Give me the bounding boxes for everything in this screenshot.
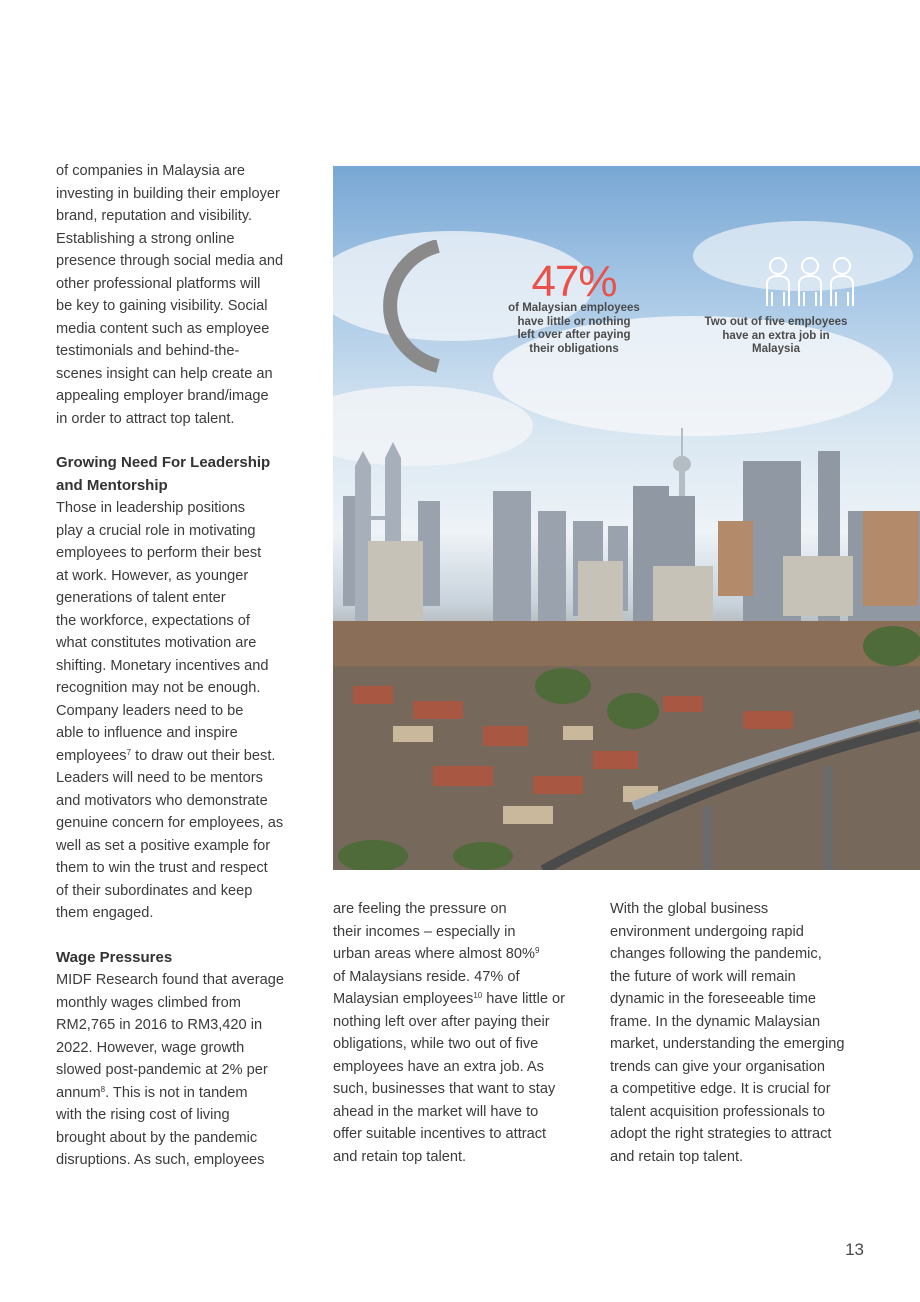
text-line: be key to gaining visibility. Social bbox=[56, 298, 268, 314]
text-line: MIDF Research found that average bbox=[56, 972, 284, 988]
caption-line: of Malaysian employees bbox=[508, 302, 640, 314]
text-line: obligations, while two out of five bbox=[333, 1036, 539, 1052]
text-line: and retain top talent. bbox=[333, 1148, 467, 1165]
text-line: generations of talent enter bbox=[56, 590, 226, 606]
text-line: in order to attract top talent. bbox=[56, 410, 235, 427]
text-line: brought about by the pandemic bbox=[56, 1129, 258, 1146]
text-line: and retain top talent. bbox=[610, 1148, 744, 1165]
text-fragment: . This is not in tandem bbox=[105, 1084, 248, 1101]
leadership-heading: Growing Need For Leadership bbox=[56, 454, 271, 471]
text-line: the workforce, expectations of bbox=[56, 612, 250, 629]
text-line bbox=[56, 745, 312, 768]
caption-line: Malaysia bbox=[752, 343, 800, 355]
spacer bbox=[56, 430, 312, 452]
text-line: With the global business bbox=[610, 901, 769, 917]
text-line: RM2,765 in 2016 to RM3,420 in bbox=[56, 1017, 263, 1033]
text-line: able to influence and inspire bbox=[56, 725, 238, 741]
text-line: of their subordinates and keep bbox=[56, 882, 253, 899]
text-line: 2022. However, wage growth bbox=[56, 1039, 245, 1056]
text-line: brand, reputation and visibility. bbox=[56, 208, 253, 224]
text-line: investing in building their employer bbox=[56, 185, 280, 202]
people-icon bbox=[764, 256, 856, 312]
text-fragment: urban areas where almost 80% bbox=[333, 946, 535, 962]
text-line: Leaders will need to be mentors bbox=[56, 770, 263, 786]
progress-arc-icon bbox=[360, 240, 450, 376]
text-line bbox=[333, 988, 595, 1011]
text-line: disruptions. As such, employees bbox=[56, 1152, 265, 1168]
text-line: Establishing a strong online bbox=[56, 230, 235, 247]
text-line: recognition may not be enough. bbox=[56, 680, 261, 696]
middle-text-column bbox=[333, 898, 595, 1168]
text-line: what constitutes motivation are bbox=[56, 635, 257, 651]
wage-heading: Wage Pressures bbox=[56, 948, 173, 966]
text-line: scenes insight can help create an bbox=[56, 365, 273, 382]
text-line: them engaged. bbox=[56, 905, 154, 921]
text-line: and motivators who demonstrate bbox=[56, 792, 268, 809]
text-line: slowed post-pandemic at 2% per bbox=[56, 1062, 268, 1078]
text-line: well as set a positive example for bbox=[56, 837, 271, 854]
text-line: a competitive edge. It is crucial for bbox=[610, 1081, 831, 1097]
page-number: 13 bbox=[845, 1240, 864, 1259]
text-line bbox=[56, 1082, 312, 1105]
leadership-heading-line-2: and Mentorship bbox=[56, 476, 168, 494]
footnote-ref: 7 bbox=[126, 747, 132, 757]
footnote-ref: 10 bbox=[473, 991, 483, 1000]
stat-extra-job-caption bbox=[690, 316, 862, 357]
text-line: employees to perform their best bbox=[56, 545, 262, 561]
text-line: the future of work will remain bbox=[610, 968, 796, 985]
text-line bbox=[333, 943, 595, 966]
text-line: testimonials and behind-the- bbox=[56, 343, 240, 359]
caption-line: Two out of five employees bbox=[704, 316, 848, 328]
text-line: media content such as employee bbox=[56, 320, 270, 337]
text-line: appealing employer brand/image bbox=[56, 388, 269, 404]
intro-paragraph bbox=[56, 160, 312, 430]
caption-line: left over after paying bbox=[517, 329, 631, 341]
text-line: monthly wages climbed from bbox=[56, 994, 241, 1011]
text-line: Company leaders need to be bbox=[56, 702, 244, 719]
text-line: presence through social media and bbox=[56, 253, 284, 269]
text-line: adopt the right strategies to attract bbox=[610, 1126, 832, 1142]
text-line: dynamic in the foreseeable time bbox=[610, 991, 817, 1007]
text-line: trends can give your organisation bbox=[610, 1058, 825, 1075]
text-line: of Malaysians reside. 47% of bbox=[333, 968, 520, 985]
text-line: genuine concern for employees, as bbox=[56, 815, 284, 831]
text-line: them to win the trust and respect bbox=[56, 860, 268, 876]
left-text-column bbox=[56, 160, 312, 1172]
text-line: shifting. Monetary incentives and bbox=[56, 657, 269, 674]
text-line: are feeling the pressure on bbox=[333, 901, 507, 917]
text-line: their incomes – especially in bbox=[333, 923, 516, 940]
text-line: of companies in Malaysia are bbox=[56, 163, 245, 179]
stat-47-percent: 47% bbox=[531, 257, 617, 306]
text-line: offer suitable incentives to attract bbox=[333, 1126, 547, 1142]
text-line: ahead in the market will have to bbox=[333, 1103, 539, 1120]
text-line: nothing left over after paying their bbox=[333, 1013, 550, 1030]
footnote-ref: 8 bbox=[100, 1084, 106, 1094]
caption-line: their obligations bbox=[529, 342, 619, 355]
caption-line: have little or nothing bbox=[517, 315, 631, 328]
text-line: employees have an extra job. As bbox=[333, 1058, 544, 1075]
employees-word: employees bbox=[56, 747, 127, 764]
text-line: talent acquisition professionals to bbox=[610, 1103, 825, 1120]
text-line: changes following the pandemic, bbox=[610, 946, 822, 962]
text-fragment: have little or bbox=[482, 991, 565, 1007]
text-line: play a crucial role in motivating bbox=[56, 522, 256, 539]
wage-paragraph bbox=[56, 969, 312, 1172]
right-text-column bbox=[610, 898, 872, 1168]
text-line: market, understanding the emerging bbox=[610, 1036, 845, 1052]
text-line: environment undergoing rapid bbox=[610, 923, 804, 940]
text-line: frame. In the dynamic Malaysian bbox=[610, 1013, 821, 1030]
leadership-paragraph bbox=[56, 497, 312, 925]
text-fragment: Malaysian employees bbox=[333, 991, 474, 1007]
spacer bbox=[56, 925, 312, 947]
caption-line: have an extra job in bbox=[722, 329, 830, 342]
text-line: at work. However, as younger bbox=[56, 567, 249, 584]
text-line: with the rising cost of living bbox=[56, 1107, 230, 1123]
text-line: such, businesses that want to stay bbox=[333, 1081, 556, 1097]
annum-word: annum bbox=[56, 1084, 101, 1101]
text-line: other professional platforms will bbox=[56, 275, 261, 292]
footnote-ref: 9 bbox=[535, 946, 540, 955]
stat-47-caption bbox=[500, 302, 648, 356]
text-fragment: to draw out their best. bbox=[131, 747, 276, 764]
text-line: Those in leadership positions bbox=[56, 500, 246, 516]
